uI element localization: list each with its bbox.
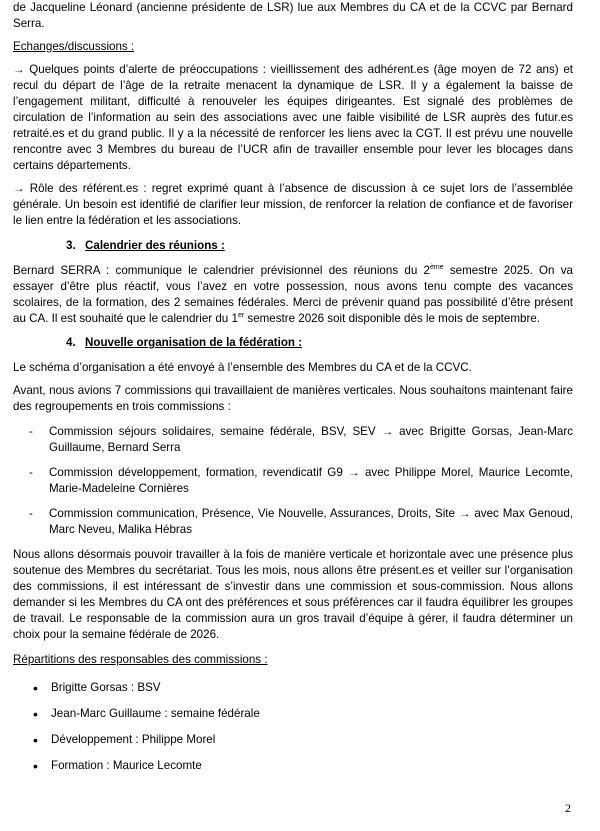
bullet-marker: • <box>33 758 38 774</box>
responsable-text: Brigitte Gorsas : BSV <box>51 681 161 694</box>
section-4-number: 4. <box>66 336 76 349</box>
calendar-sup-b: er <box>237 312 245 319</box>
commission-list-item <box>29 424 573 456</box>
commission-list-item <box>29 465 573 497</box>
echanges-paragraph-referents: → Rôle des référent.es : regret exprimé quant à l’absence de discussion à ce sujet lors de l’assemblée générale. Un besoin est identifié de clarifier leur mission, de renforcer la relation de confiance et de favoriser le lien entre la fédération et les associations. <box>13 182 573 227</box>
responsable-text: Formation : Maurice Lecomte <box>51 759 202 772</box>
section-3-heading <box>66 238 573 254</box>
document-page <box>13 0 573 774</box>
dash-marker: - <box>29 425 33 438</box>
responsable-text: Développement : Philippe Morel <box>51 733 216 746</box>
organisation-paragraph-schema: Le schéma d’organisation a été envoyé à l’ensemble des Membres du CA et de la CCVC. <box>13 361 472 374</box>
bullet-marker: • <box>33 706 38 722</box>
echanges-paragraph-alerts: → Quelques points d’alerte de préoccupations : vieillissement des adhérent.es (âge moyen de 72 ans) et recul du départ de l’âge de la retraite menacent la dynamique de LSR. Il y a également la baisse de l’engagement militant, difficulté à renouveler les équipes dirigeantes. Est signalé des problèmes de circulation de l’information au sein des associations avec une faible visibilité de LSR auprès des futur.es retraité.es et du grand public. Il y a la nécessité de renforcer les liens avec la CGT. Il est prévu une nouvelle rencontre avec 3 Membres du bureau de l’UCR afin de travailler ensemble pour lever les blocages dans certains départements. <box>13 63 573 172</box>
intro-paragraph: de Jacqueline Léonard (ancienne présidente de LSR) lue aux Membres du CA et de la CCVC par Bernard Serra. <box>13 1 573 30</box>
commission-text: Commission développement, formation, revendicatif G9 → avec Philippe Morel, Maurice Lecomte, Marie-Madeleine Cornières <box>49 466 573 495</box>
calendar-paragraph <box>13 263 573 327</box>
section-3-title: Calendrier des réunions : <box>85 239 225 252</box>
bullet-marker: • <box>33 732 38 748</box>
bullet-marker: • <box>33 680 38 696</box>
organisation-paragraph-before: Avant, nous avions 7 commissions qui travaillaient de manières verticales. Nous souhaitons maintenant faire des regroupements en trois commissions : <box>13 384 573 413</box>
responsable-list-item <box>33 758 573 774</box>
calendar-sup-a: ème <box>429 264 444 271</box>
dash-marker: - <box>29 507 33 520</box>
section-4-title: Nouvelle organisation de la fédération : <box>85 336 303 349</box>
commission-text: Commission séjours solidaires, semaine fédérale, BSV, SEV → avec Brigitte Gorsas, Jean-Marc Guillaume, Bernard Serra <box>49 425 573 454</box>
repartitions-title: Répartitions des responsables des commissions : <box>13 653 268 666</box>
echanges-title: Echanges/discussions : <box>13 40 135 53</box>
responsable-list-item <box>33 680 573 696</box>
dash-marker: - <box>29 466 33 479</box>
commission-list-item <box>29 506 573 538</box>
section-3-number: 3. <box>66 239 76 252</box>
calendar-text-b: semestre 2025. On va essayer d’être plus réactif, vous l’avez en votre possession, nous avons tenu compte des vacances scolaires, de la formation, des 2 semaines fédérales. Merci de prévenir quand pas possibilité d’être présent au CA. Il est souhaité que le calendrier du 1 <box>13 264 573 325</box>
responsable-text: Jean-Marc Guillaume : semaine fédérale <box>51 707 260 720</box>
commission-text: Commission communication, Présence, Vie Nouvelle, Assurances, Droits, Site → avec Max Genoud, Marc Neveu, Malika Hébras <box>49 507 573 536</box>
section-4-heading <box>66 335 573 351</box>
page-number: 2 <box>565 801 571 815</box>
responsable-list-item <box>33 706 573 722</box>
calendar-text-c: semestre 2026 soit disponible dès le mois de septembre. <box>244 312 540 325</box>
organisation-paragraph-future: Nous allons désormais pouvoir travailler à la fois de manière verticale et horizontale avec une présence plus soutenue des Membres du secrétariat. Tous les mois, nous allons être présent.es et veiller sur l’organisation des commissions, il est intéressant de s’investir dans une commission et sous-commission. Nous allons demander si les Membres du CA ont des préférences et sous préférences car il faudra équilibrer les groupes de travail. Le responsable de la commission aura un gros travail d’équipe à gérer, il faudra déterminer un choix pour la semaine fédérale de 2026. <box>13 548 573 641</box>
responsable-list-item <box>33 732 573 748</box>
calendar-text-a: Bernard SERRA : communique le calendrier prévisionnel des réunions du 2 <box>13 264 430 277</box>
